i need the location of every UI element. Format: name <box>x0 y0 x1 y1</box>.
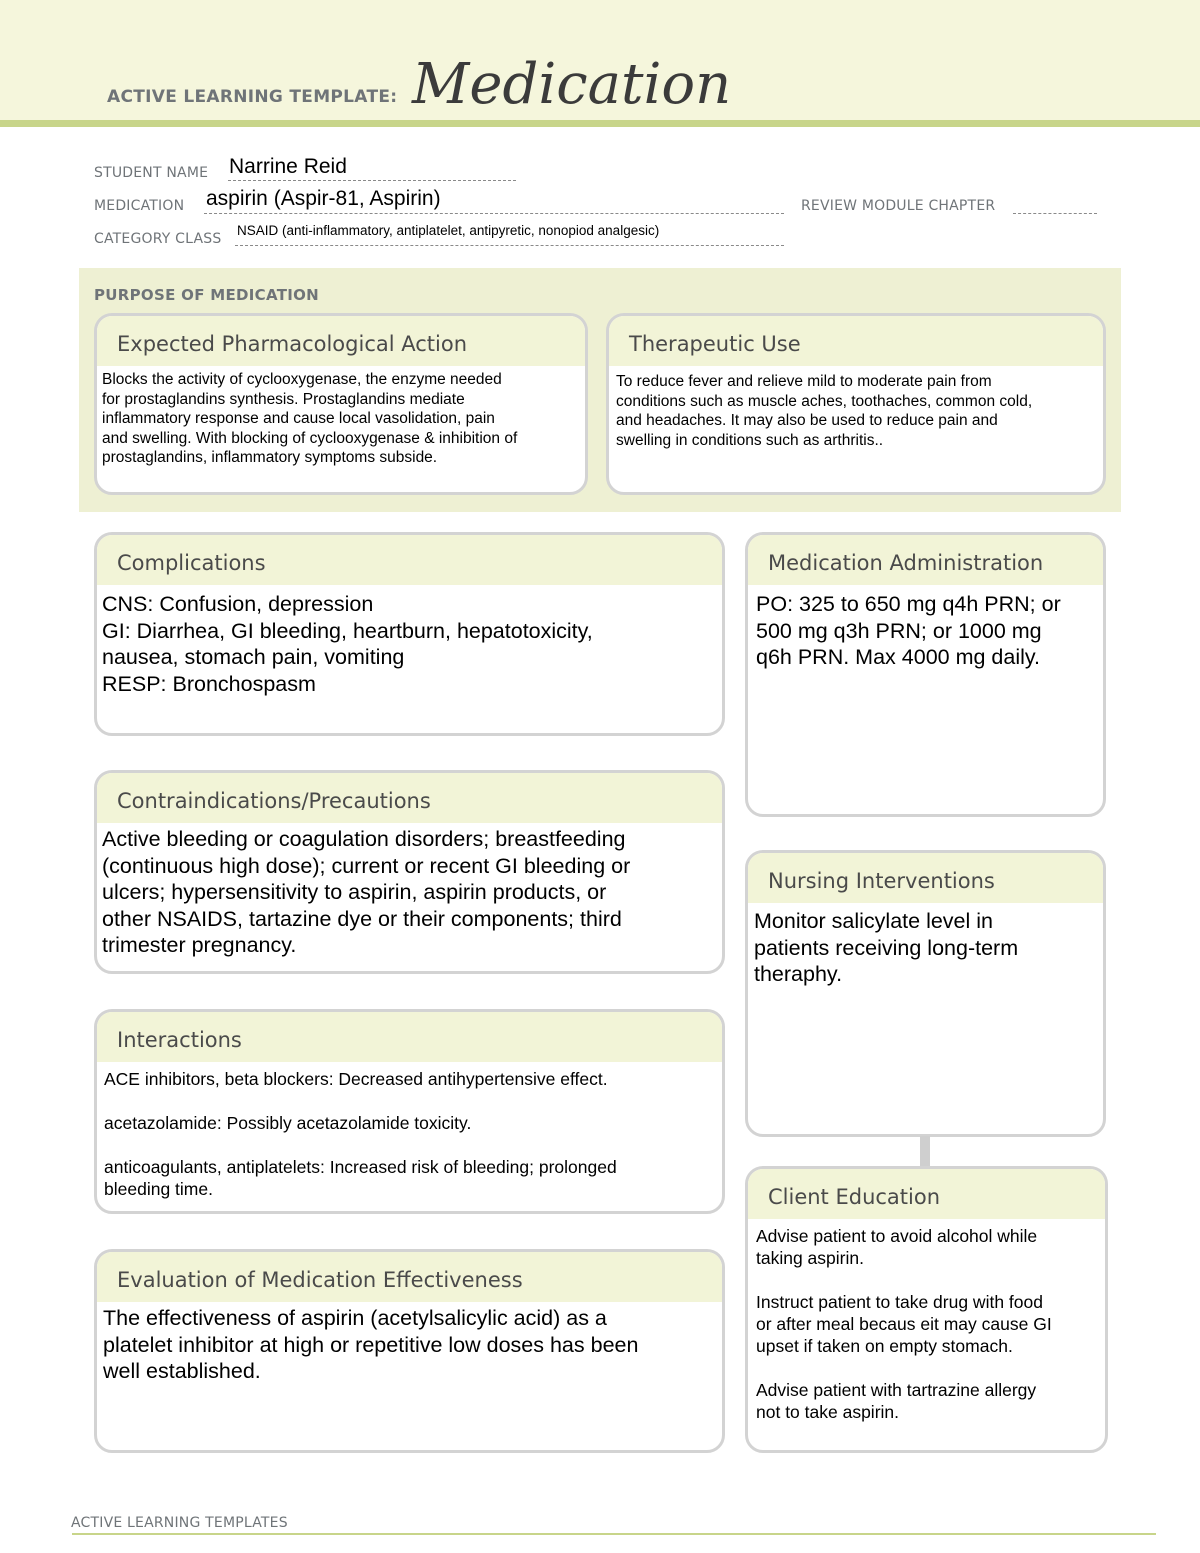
evaluation-text <box>97 1302 722 1385</box>
text-line: other NSAIDS, tartazine dye or their components; third <box>102 906 622 931</box>
client-education-card <box>745 1166 1108 1453</box>
text-line: Instruct patient to take drug with food <box>756 1292 1043 1312</box>
complications-card <box>94 532 725 736</box>
footer-divider <box>72 1533 1156 1535</box>
text-line: prostaglandins, inflammatory symptoms subside. <box>102 449 438 467</box>
therapeutic-use-title: Therapeutic Use <box>609 316 1103 366</box>
medication-field[interactable]: aspirin (Aspir-81, Aspirin) <box>206 187 441 210</box>
contraindications-card <box>94 770 725 974</box>
text-line: not to take aspirin. <box>756 1402 899 1422</box>
expected-action-card <box>94 313 588 495</box>
therapeutic-use-card <box>606 313 1106 495</box>
complications-text <box>97 585 722 697</box>
expected-action-text <box>97 366 585 468</box>
category-class-field[interactable]: NSAID (anti-inflammatory, antiplatelet, antipyretic, nonopiod analgesic) <box>237 223 660 238</box>
text-line: platelet inhibitor at high or repetitive low doses has been <box>103 1332 639 1357</box>
text-line: ulcers; hypersensitivity to aspirin, aspirin products, or <box>102 880 607 904</box>
contraindications-title: Contraindications/Precautions <box>97 773 722 823</box>
interactions-text <box>97 1062 722 1200</box>
nursing-interventions-text <box>748 903 1103 988</box>
template-title: Medication <box>412 52 732 117</box>
text-line: swelling in conditions such as arthritis.. <box>616 431 884 449</box>
header-divider <box>0 120 1200 127</box>
text-line: ACE inhibitors, beta blockers: Decreased antihypertensive effect. <box>104 1069 608 1089</box>
text-line: To reduce fever and relieve mild to moderate pain from <box>616 373 992 390</box>
footer-label: ACTIVE LEARNING TEMPLATES <box>71 1515 288 1531</box>
text-line: patients receiving long-term <box>754 935 1019 960</box>
text-line: PO: 325 to 650 mg q4h PRN; or <box>756 592 1061 616</box>
therapeutic-use-text <box>609 366 1103 450</box>
text-line: and swelling. With blocking of cyclooxygenase & inhibition of <box>102 429 518 447</box>
text-line: Active bleeding or coagulation disorders; breastfeeding <box>102 827 626 851</box>
review-module-underline <box>1013 213 1097 214</box>
student-name-label: STUDENT NAME <box>94 165 209 181</box>
evaluation-title: Evaluation of Medication Effectiveness <box>97 1252 722 1302</box>
student-name-underline <box>228 180 516 181</box>
complications-title: Complications <box>97 535 722 585</box>
text-line: CNS: Confusion, depression <box>102 592 374 616</box>
text-line: taking aspirin. <box>756 1248 864 1268</box>
purpose-heading: PURPOSE OF MEDICATION <box>94 286 320 304</box>
medication-label: MEDICATION <box>94 198 185 214</box>
text-line: acetazolamide: Possibly acetazolamide toxicity. <box>104 1113 472 1133</box>
text-line: inflammatory response and cause local vasolidation, pain <box>102 410 495 428</box>
text-line: upset if taken on empty stomach. <box>756 1336 1013 1356</box>
contraindications-text <box>97 823 722 959</box>
category-class-underline <box>235 245 784 246</box>
administration-card <box>745 532 1106 817</box>
interactions-card <box>94 1009 725 1214</box>
text-line: q6h PRN. Max 4000 mg daily. <box>756 645 1041 669</box>
nursing-interventions-title: Nursing Interventions <box>748 853 1103 903</box>
text-line: or after meal becaus eit may cause GI <box>756 1314 1052 1334</box>
administration-title: Medication Administration <box>748 535 1103 585</box>
evaluation-card <box>94 1249 725 1453</box>
category-class-label: CATEGORY CLASS <box>94 231 222 247</box>
text-line: The effectiveness of aspirin (acetylsalicylic acid) as a <box>103 1306 607 1330</box>
text-line: nausea, stomach pain, vomiting <box>102 645 405 669</box>
text-line: anticoagulants, antiplatelets: Increased risk of bleeding; prolonged <box>104 1157 617 1177</box>
text-line: Monitor salicylate level in <box>754 909 993 933</box>
text-line: (continuous high dose); current or recent GI bleeding or <box>102 853 631 878</box>
section-connector <box>920 1136 930 1166</box>
text-line: bleeding time. <box>104 1179 213 1199</box>
text-line: trimester pregnancy. <box>102 933 297 957</box>
text-line: theraphy. <box>754 962 843 986</box>
client-education-title: Client Education <box>748 1169 1105 1219</box>
text-line: for prostaglandins synthesis. Prostaglandins mediate <box>102 390 465 408</box>
text-line: and headaches. It may also be used to reduce pain and <box>616 412 998 430</box>
review-module-label: REVIEW MODULE CHAPTER <box>801 198 996 214</box>
expected-action-title: Expected Pharmacological Action <box>97 316 585 366</box>
text-line: conditions such as muscle aches, toothaches, common cold, <box>616 392 1033 410</box>
nursing-interventions-card <box>745 850 1106 1137</box>
text-line: Advise patient with tartrazine allergy <box>756 1380 1037 1400</box>
student-name-field[interactable]: Narrine Reid <box>229 155 347 178</box>
interactions-title: Interactions <box>97 1012 722 1062</box>
medication-underline <box>204 213 784 214</box>
text-line: 500 mg q3h PRN; or 1000 mg <box>756 618 1042 643</box>
text-line: GI: Diarrhea, GI bleeding, heartburn, hepatotoxicity, <box>102 618 593 643</box>
client-education-text <box>748 1219 1105 1423</box>
text-line: Blocks the activity of cyclooxygenase, the enzyme needed <box>102 371 502 388</box>
administration-text <box>748 585 1103 671</box>
text-line: Advise patient to avoid alcohol while <box>756 1226 1038 1246</box>
text-line: well established. <box>103 1359 261 1383</box>
text-line: RESP: Bronchospasm <box>102 671 316 696</box>
template-label: ACTIVE LEARNING TEMPLATE: <box>107 87 398 107</box>
